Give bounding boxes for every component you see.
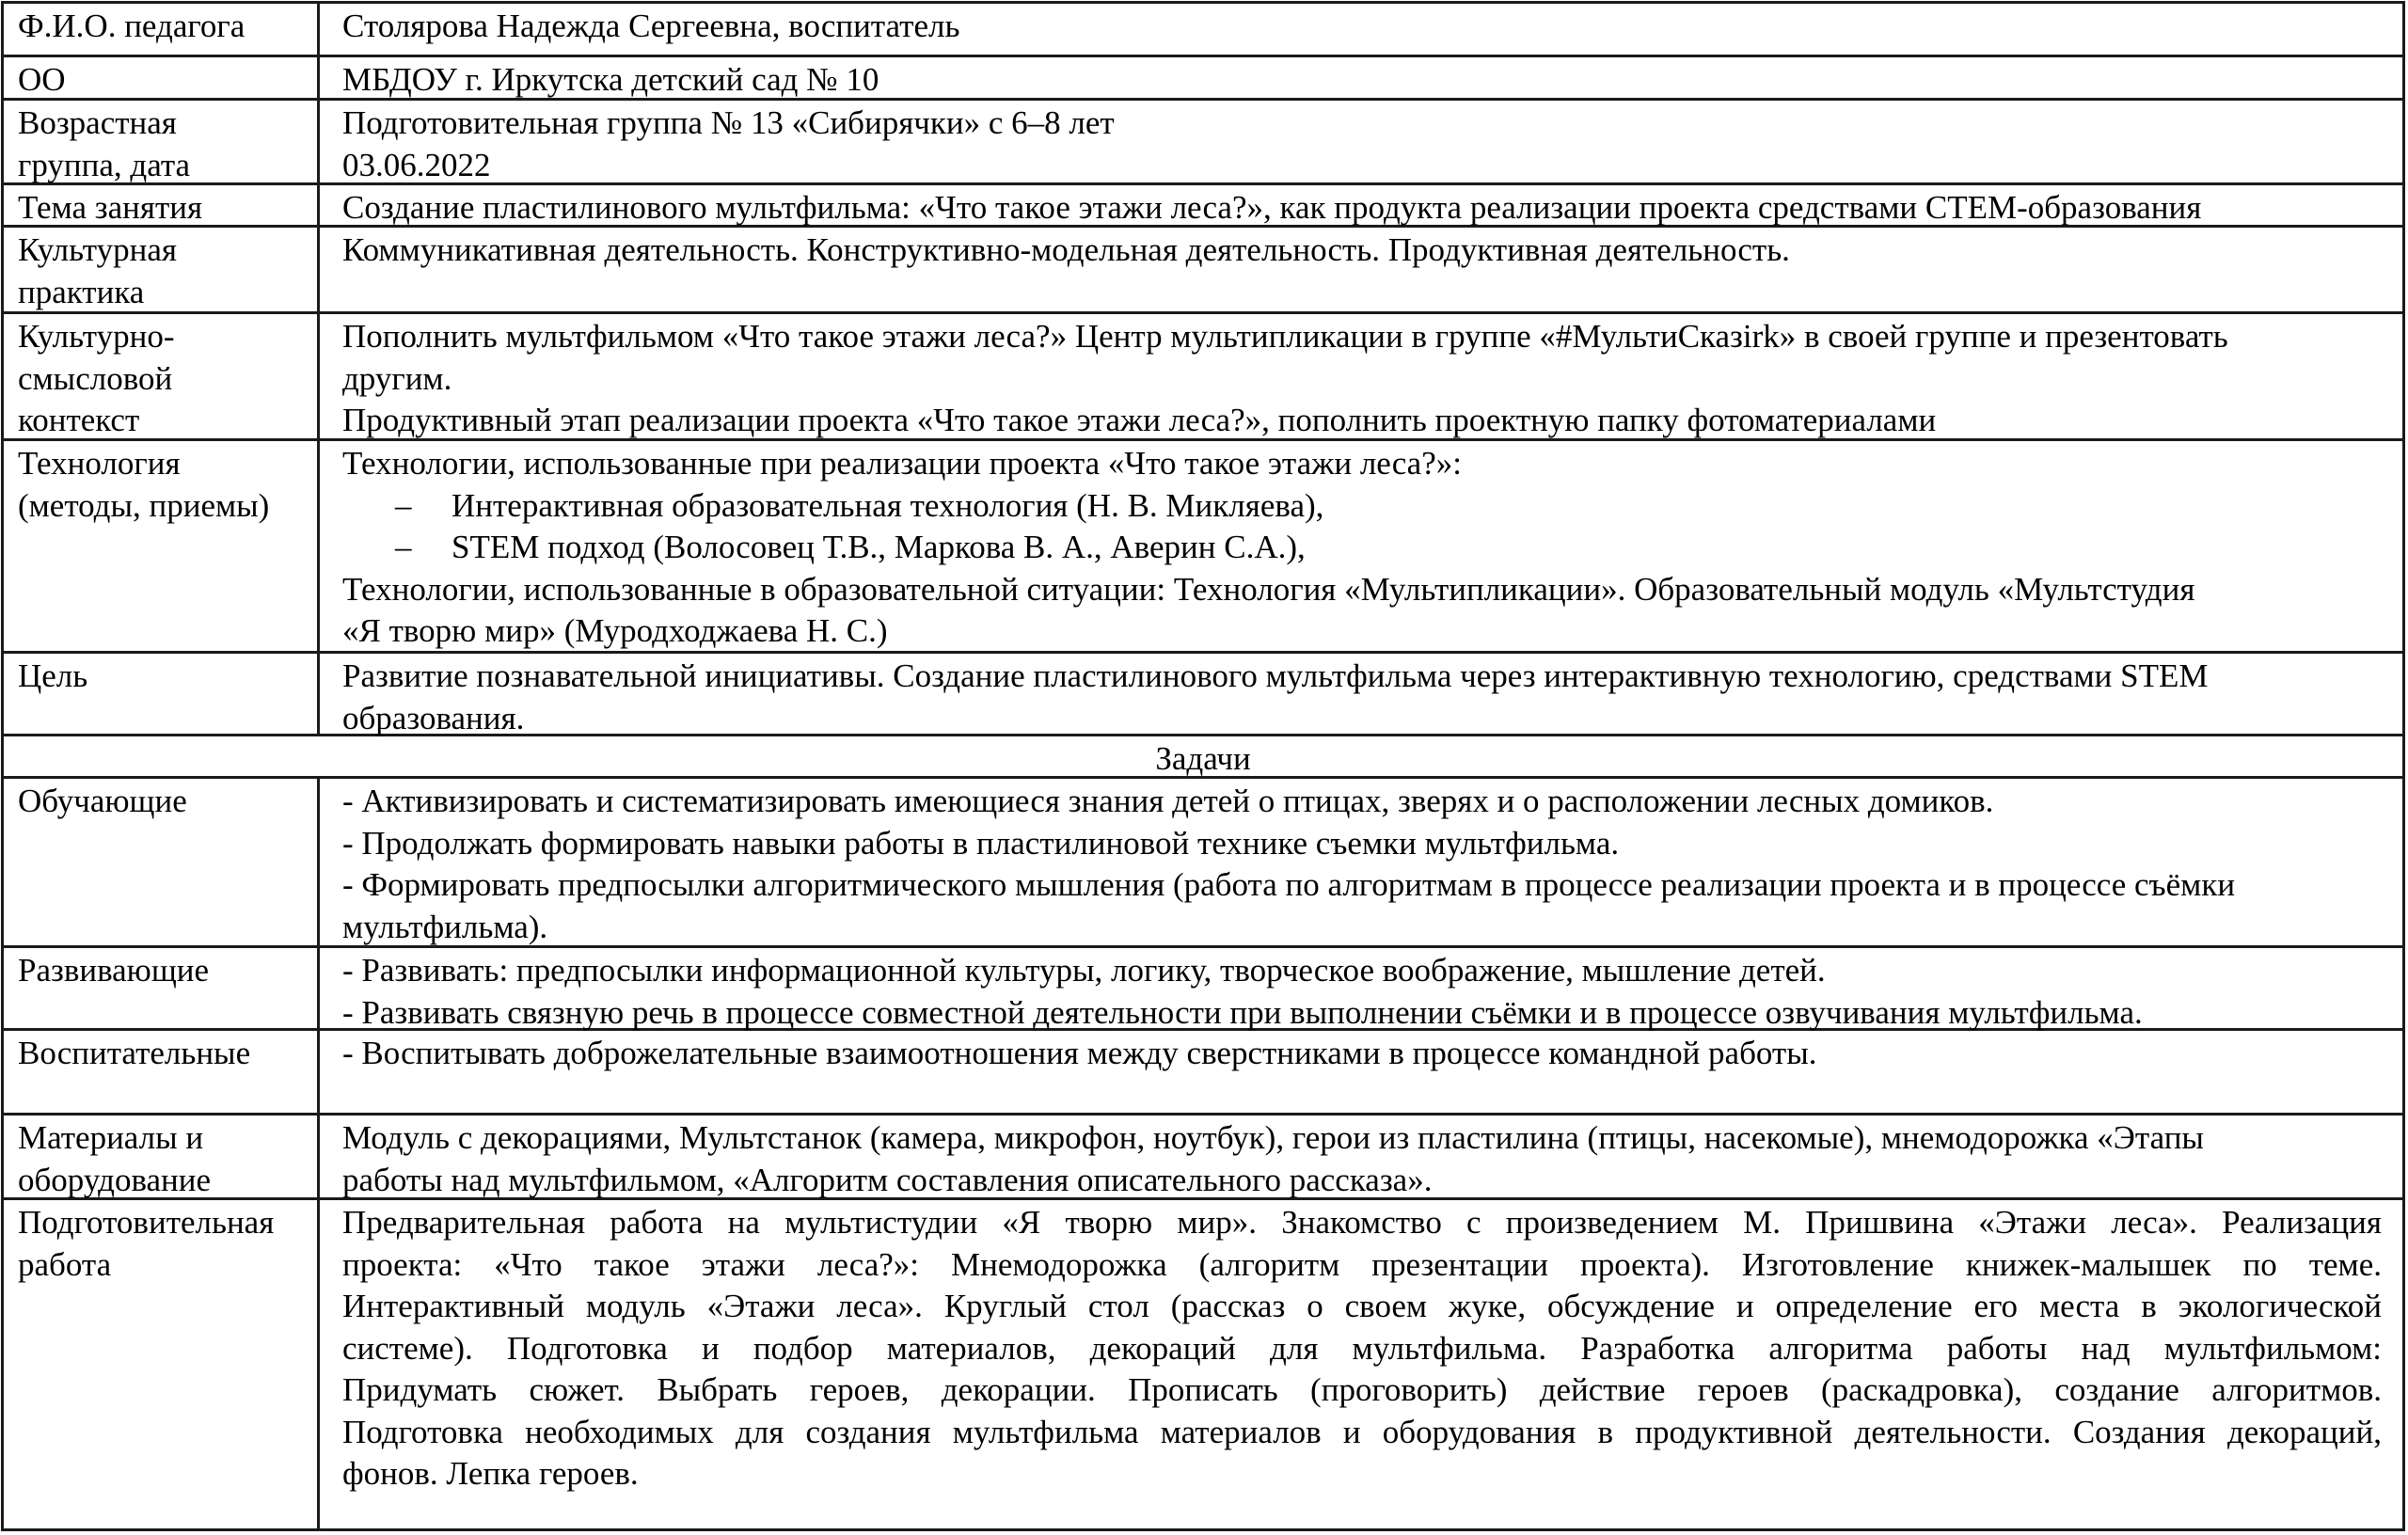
label-topic: Тема занятия [4,185,320,225]
row-tasks-header [4,736,2402,779]
list-item: – Интерактивная образовательная технология (Н. В. Микляева), [342,485,2382,528]
label-materials: Материалы и оборудование [4,1116,320,1197]
label-age-group: Возрастная группа, дата [4,101,320,182]
row-org [4,57,2402,101]
row-goal [4,654,2402,736]
row-age-group [4,101,2402,185]
row-teaching [4,779,2402,948]
row-developing [4,948,2402,1031]
row-practice [4,228,2402,314]
value-context: Пополнить мультфильмом «Что такое этажи леса?» Центр мультипликации в группе «#МультиСказirk» в своей группе и презентовать другим. Продуктивный этап реализации проекта «Что такое этажи леса?», пополнить проектную папку фотоматериалами [342,318,2228,438]
row-technology [4,441,2402,654]
value-developing: - Развивать: предпосылки информационной культуры, логику, творческое воображение, мышление детей. - Развивать связную речь в процессе совместной деятельности при выполнении съёмки и в процессе озвучивания мультфильма. [342,952,2143,1031]
lesson-plan-table [1,1,2405,1531]
dash-bullet: – [395,529,412,565]
row-materials [4,1116,2402,1200]
label-goal: Цель [4,654,320,734]
group-name: Подготовительная группа № 13 «Сибирячки» с 6–8 лет [342,104,1115,141]
row-preparation [4,1200,2402,1531]
label-teaching: Обучающие [4,779,320,945]
label-context: Культурно- смысловой контекст [4,314,320,438]
tasks-header: Задачи [1155,740,1251,777]
label-org: ОО [4,57,320,98]
label-practice: Культурная практика [4,228,320,311]
list-item: – STEM подход (Волосовец Т.В., Маркова В. А., Аверин С.А.), [342,527,2382,569]
value-technology: Технологии, использованные при реализации проекта «Что такое этажи леса?»: – Интерактивная образовательная технология (Н. В. Микляева), – STEM подход (Волосовец Т.В., Маркова В. А., Аверин С.А.), Технологии, использованные в образовательной ситуации: Технология «Мультипликации». Образовательный модуль «Мультстудия «Я творю мир» (Муродходжаева Н. С.) [320,441,2402,651]
row-context [4,314,2402,441]
value-materials: Модуль с декорациями, Мультстанок (камера, микрофон, ноутбук), герои из пластилина (птицы, насекомые), мнемодорожка «Этапы работы над мультфильмом, «Алгоритм составления описательного рассказа». [342,1119,2204,1198]
lesson-date: 03.06.2022 [342,146,491,183]
dash-bullet: – [395,486,412,524]
value-teaching: - Активизировать и систематизировать имеющиеся знания детей о птицах, зверях и о расположении лесных домиков. - Продолжать формировать навыки работы в пластилиновой технике съемки мультфильма. - Формировать предпосылки алгоритмического мышления (работа по алгоритмам в процессе реализации проекта и в процессе съёмки мультфильма). [342,783,2236,945]
value-practice: Коммуникативная деятельность. Конструктивно-модельная деятельность. Продуктивная деятельность. [342,231,1790,268]
label-teacher: Ф.И.О. педагога [4,4,320,55]
label-preparation: Подготовительная работа [4,1200,320,1531]
value-age-group [320,101,2402,182]
value-upbringing: - Воспитывать доброжелательные взаимоотношения между сверстниками в процессе командной работы. [342,1035,1817,1071]
value-org: МБДОУ г. Иркутска детский сад № 10 [342,61,879,98]
row-topic [4,185,2402,228]
value-teacher: Столярова Надежда Сергеевна, воспитатель [342,8,960,44]
value-goal: Развитие познавательной инициативы. Создание пластилинового мультфильма через интерактивную технологию, средствами STEM образования. [342,657,2209,736]
row-teacher [4,4,2402,57]
value-preparation: Предварительная работа на мультистудии «Я творю мир». Знакомство с произведением М. Пришвина «Этажи леса». Реализация проекта: «Что такое этажи леса?»: Мнемодорожка (алгоритм презентации проекта). Изготовление книжек-малышек по теме. Интерактивный модуль «Этажи леса». Круглый стол (рассказ о своем жуке, обсуждение и определение его места в экологической системе). Подготовка и подбор материалов, декораций для мультфильма. Разработка алгоритма работы над мультфильмом: Придумать сюжет. Выбрать героев, декорации. Прописать (проговорить) действие героев (раскадровка), создание алгоритмов. Подготовка необходимых для создания мультфильма материалов и оборудования в продуктивной деятельности. Создания декораций, фонов. Лепка героев. [342,1204,2382,1492]
row-upbringing [4,1031,2402,1116]
label-upbringing: Воспитательные [4,1031,320,1113]
label-developing: Развивающие [4,948,320,1028]
value-topic: Создание пластилинового мультфильма: «Что такое этажи леса?», как продукта реализации проекта средствами СТЕМ-образования [342,189,2202,226]
label-technology: Технология (методы, приемы) [4,441,320,651]
